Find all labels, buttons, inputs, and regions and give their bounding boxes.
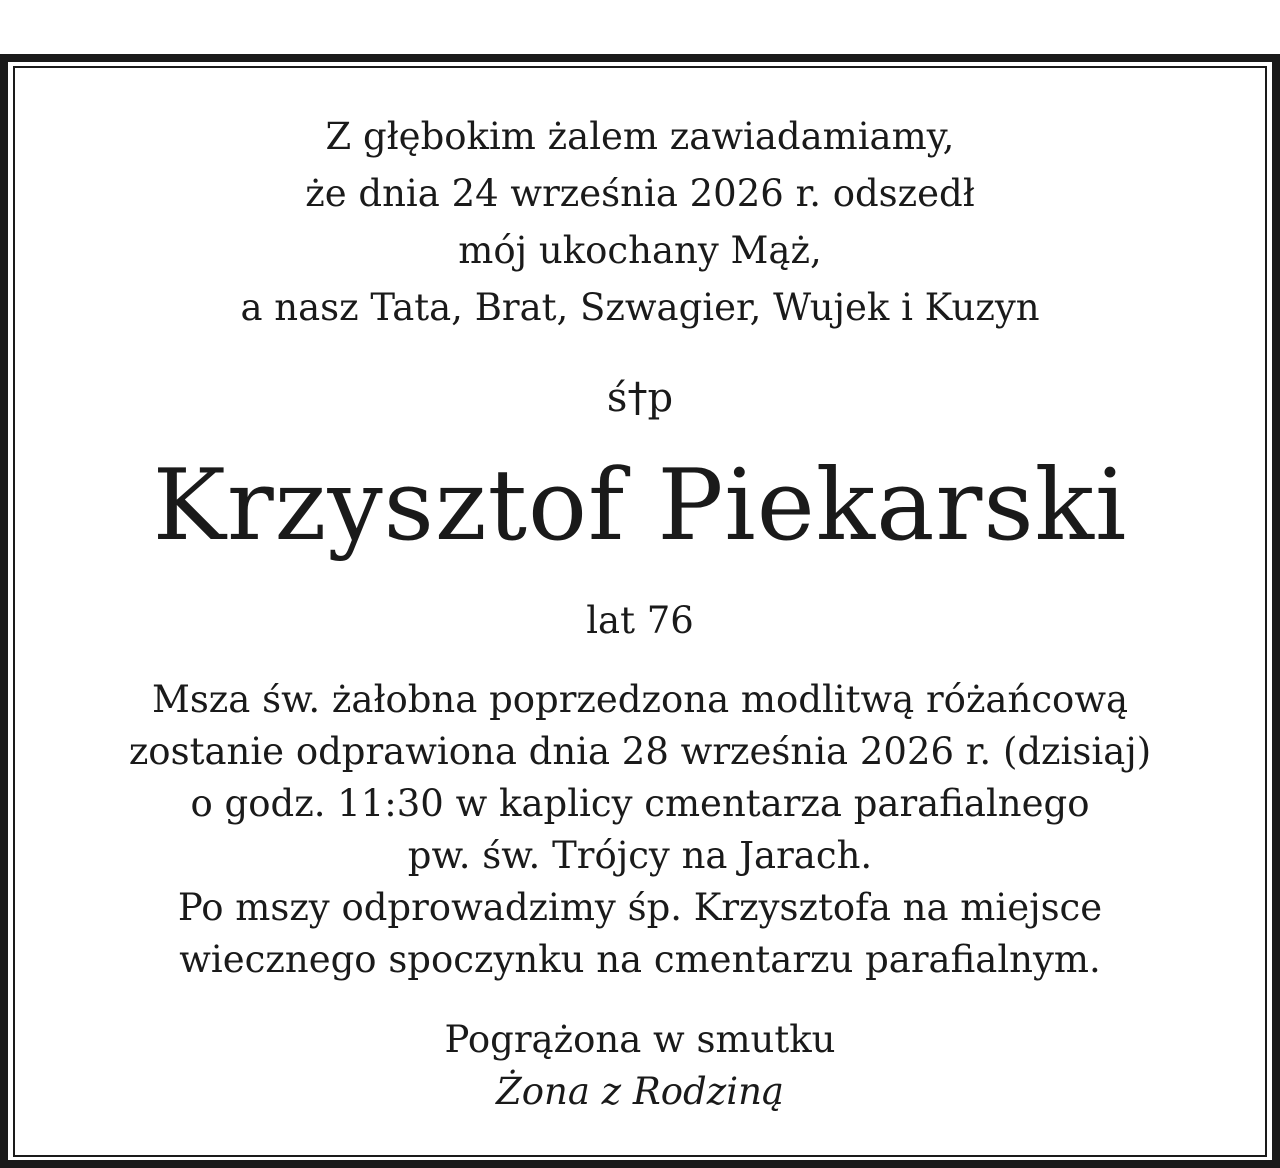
deceased-name: Krzysztof Piekarski (152, 449, 1128, 563)
mass-line: zostanie odprawiona dnia 28 września 2026 r. (dzisiaj) (128, 730, 1152, 773)
intro-line: mój ukochany Mąż, (458, 229, 822, 272)
intro-line: że dnia 24 września 2026 r. odszedł (305, 172, 975, 215)
stp-suffix: p (647, 375, 674, 421)
signature-block (15, 1014, 1265, 1118)
cross-icon: † (627, 375, 648, 421)
announcement-intro (15, 108, 1265, 336)
funeral-mass-details (15, 674, 1265, 986)
deceased-age: lat 76 (586, 599, 694, 642)
intro-line: a nasz Tata, Brat, Szwagier, Wujek i Kuzyn (240, 286, 1040, 329)
mass-line: o godz. 11:30 w kaplicy cmentarza parafialnego (190, 782, 1090, 825)
stp-prefix: ś (606, 375, 628, 421)
family-signature: Żona z Rodziną (496, 1070, 784, 1113)
signoff-text: Pogrążona w smutku (444, 1018, 836, 1061)
stp-marker (15, 370, 1265, 426)
mass-line: Msza św. żałobna poprzedzona modlitwą różańcową (151, 678, 1129, 721)
mass-line: Po mszy odprowadzimy śp. Krzysztofa na miejsce (177, 886, 1103, 929)
mass-line: pw. św. Trójcy na Jarach. (407, 834, 873, 877)
mass-line: wiecznego spoczynku na cmentarzu parafialnym. (179, 938, 1101, 981)
intro-line: Z głębokim żalem zawiadamiamy, (325, 115, 955, 158)
